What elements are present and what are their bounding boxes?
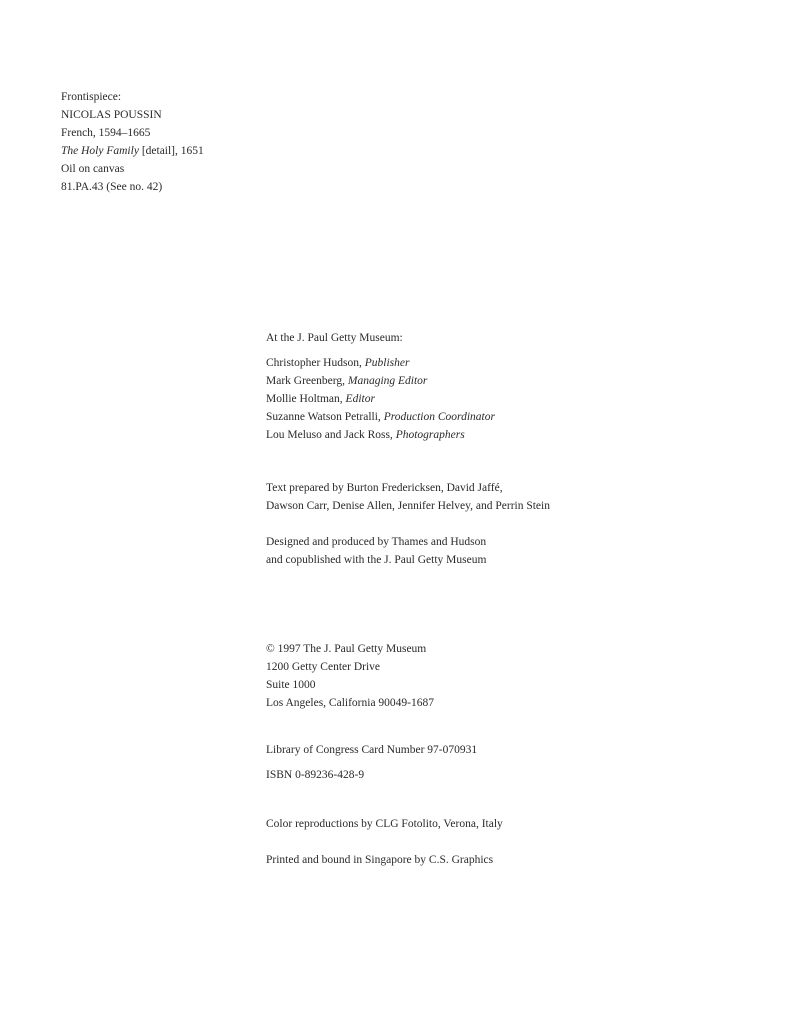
artist-name: NICOLAS POUSSIN: [61, 109, 162, 121]
library-of-congress-number: [266, 741, 477, 759]
address-street: 1200 Getty Center Drive: [266, 661, 381, 673]
staff-role: Managing Editor: [347, 375, 428, 387]
address-city: Los Angeles, California 90049-1687: [266, 697, 435, 709]
printing-credit-text: Printed and bound in Singapore by C.S. Graphics: [266, 854, 494, 866]
staff-name: Mark Greenberg,: [266, 375, 348, 387]
color-credit-text: Color reproductions by CLG Fotolito, Verona, Italy: [266, 818, 503, 830]
staff-role: Editor: [345, 393, 375, 405]
artwork-title-suffix: [detail], 1651: [138, 145, 204, 157]
staff-member: [266, 408, 495, 426]
text-credit-line: Dawson Carr, Denise Allen, Jennifer Helvey, and Perrin Stein: [266, 500, 550, 512]
staff-role: Publisher: [364, 357, 410, 369]
staff-credits: [266, 329, 495, 444]
printing-credit: [266, 851, 493, 869]
staff-member: [266, 426, 495, 444]
staff-name: Mollie Holtman,: [266, 393, 346, 405]
accession-number: 81.PA.43 (See no. 42): [61, 181, 163, 193]
artwork-title: The Holy Family: [61, 145, 139, 157]
staff-role: Photographers: [395, 429, 465, 441]
design-credit-line: Designed and produced by Thames and Hudson: [266, 536, 487, 548]
text-credit-line: Text prepared by Burton Fredericksen, David Jaffé,: [266, 482, 503, 494]
staff-name: Suzanne Watson Petralli,: [266, 411, 384, 423]
staff-role: Production Coordinator: [383, 411, 495, 423]
artwork-medium: Oil on canvas: [61, 163, 125, 175]
staff-name: Lou Meluso and Jack Ross,: [266, 429, 396, 441]
design-credit-line: and copublished with the J. Paul Getty Museum: [266, 554, 487, 566]
staff-member: [266, 390, 495, 408]
loc-text: Library of Congress Card Number 97-070931: [266, 744, 478, 756]
staff-member: [266, 354, 495, 372]
artwork-title-line: [61, 142, 204, 160]
isbn: [266, 766, 364, 784]
publisher-address: [266, 640, 434, 712]
isbn-text: ISBN 0-89236-428-9: [266, 769, 365, 781]
address-suite: Suite 1000: [266, 679, 316, 691]
staff-member: [266, 372, 495, 390]
text-credits: [266, 479, 550, 515]
design-credits: [266, 533, 486, 569]
color-reproduction-credit: [266, 815, 503, 833]
staff-heading: At the J. Paul Getty Museum:: [266, 332, 403, 344]
frontispiece-caption: [61, 88, 204, 196]
artist-dates: French, 1594–1665: [61, 127, 151, 139]
staff-name: Christopher Hudson,: [266, 357, 365, 369]
frontispiece-label: Frontispiece:: [61, 91, 122, 103]
copyright-notice: © 1997 The J. Paul Getty Museum: [266, 643, 427, 655]
